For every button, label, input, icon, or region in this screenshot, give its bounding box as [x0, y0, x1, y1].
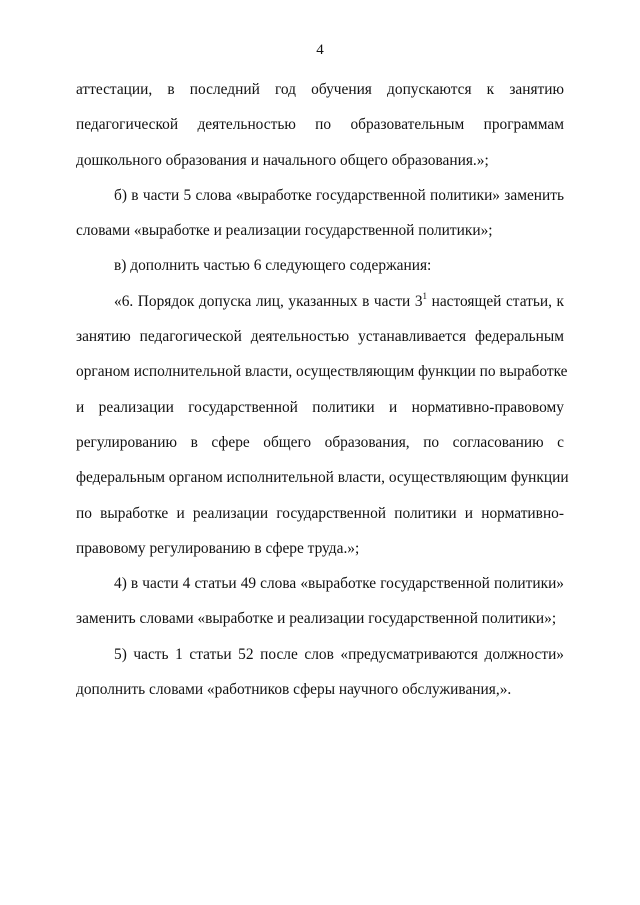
document-body	[76, 72, 569, 707]
page-number: 4	[316, 42, 324, 58]
text-line: занятию педагогической деятельностью устанавливается федеральным	[76, 328, 564, 346]
text-fragment: «6. Порядок допуска лиц, указанных в части 3	[114, 292, 423, 310]
text-line: и реализации государственной политики и нормативно-правовому	[76, 398, 564, 416]
text-line: 4) в части 4 статьи 49 слова «выработке государственной политики»	[114, 575, 564, 593]
text-line: педагогической деятельностью по образовательным программам	[76, 116, 564, 134]
paragraph-4	[76, 566, 564, 637]
text-line: в) дополнить частью 6 следующего содержания:	[114, 257, 432, 275]
text-line: правовому регулированию в сфере труда.»;	[76, 539, 360, 557]
text-line: заменить словами «выработке и реализации государственной политики»;	[76, 610, 557, 628]
paragraph-attestation	[76, 72, 564, 178]
paragraph-part-6	[76, 284, 569, 566]
text-line: словами «выработке и реализации государственной политики»;	[76, 222, 493, 240]
text-line: 5) часть 1 статьи 52 после слов «предусматриваются должности»	[114, 645, 564, 663]
paragraph-v	[76, 248, 564, 283]
text-line: б) в части 5 слова «выработке государственной политики» заменить	[114, 186, 564, 204]
text-fragment: настоящей статьи, к	[427, 292, 564, 310]
text-line: дополнить словами «работников сферы научного обслуживания,».	[76, 681, 512, 699]
paragraph-5	[76, 637, 564, 708]
paragraph-b	[76, 178, 564, 249]
text-line: регулированию в сфере общего образования, по согласованию с	[76, 433, 564, 451]
text-line: федеральным органом исполнительной власти, осуществляющим функции	[76, 469, 569, 487]
text-line: дошкольного образования и начального общего образования.»;	[76, 151, 489, 169]
text-line: аттестации, в последний год обучения допускаются к занятию	[76, 81, 564, 98]
text-line: органом исполнительной власти, осуществляющим функции по выработке	[76, 363, 568, 381]
superscript: 1	[422, 290, 428, 301]
text-line: по выработке и реализации государственной политики и нормативно-	[76, 504, 564, 522]
text-line	[76, 284, 564, 319]
